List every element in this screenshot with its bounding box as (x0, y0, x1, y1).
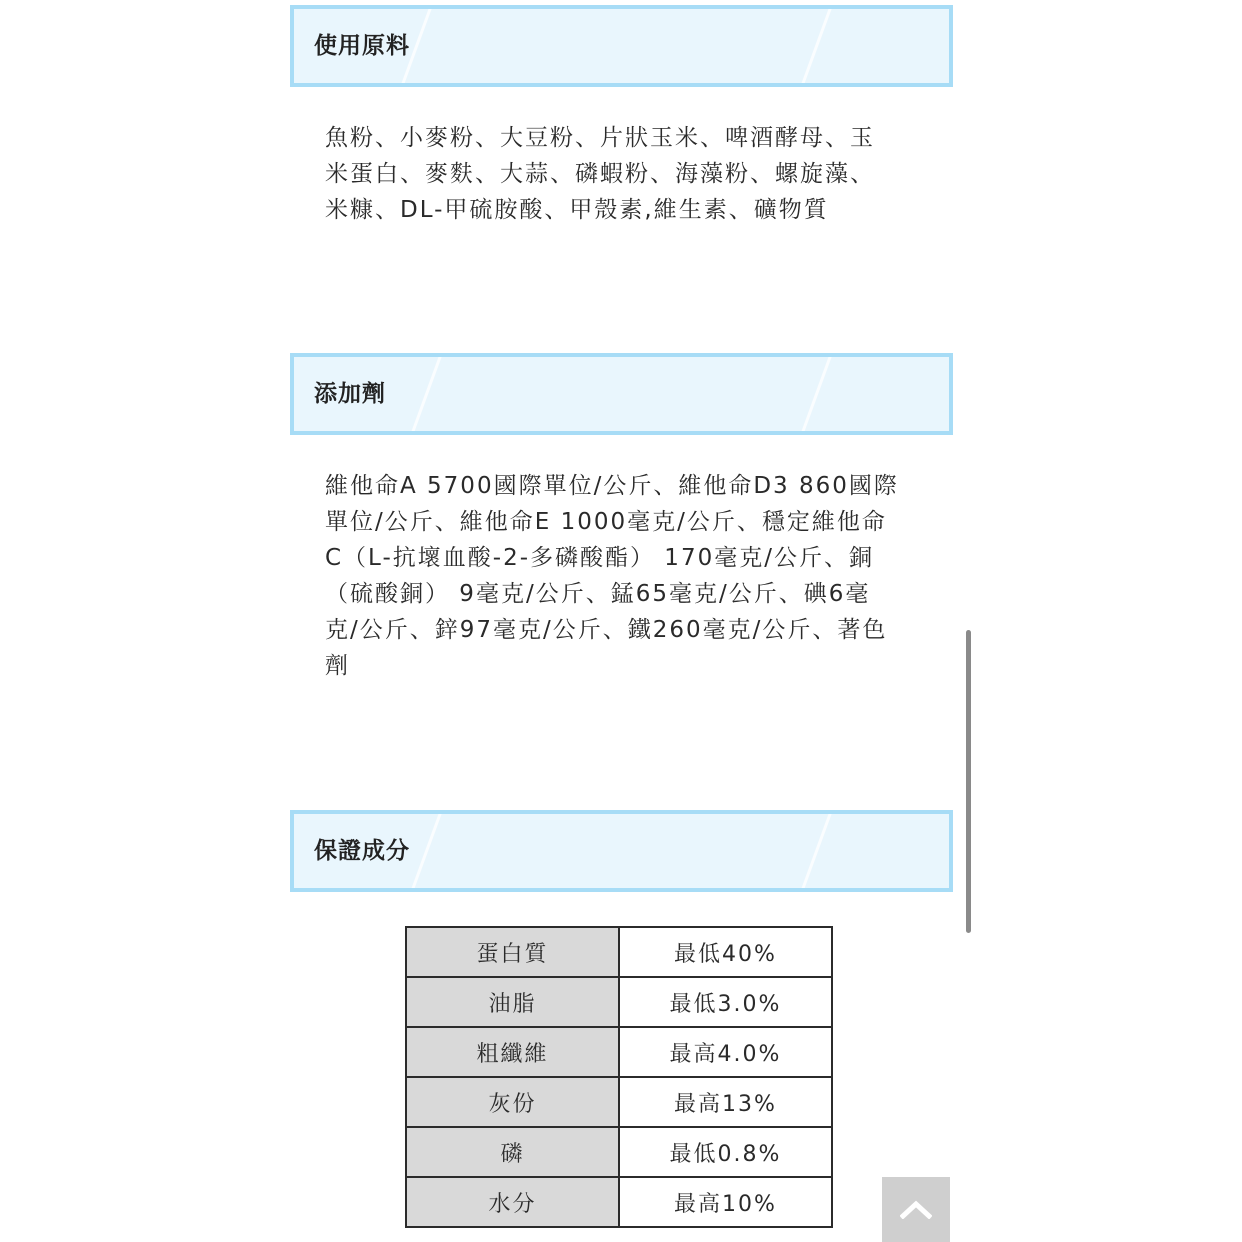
section-header-ingredients (290, 5, 953, 87)
ingredients-line: 魚粉、小麥粉、大豆粉、片狀玉米、啤酒酵母、玉 (325, 125, 875, 151)
table-cell-value: 最高10% (619, 1177, 832, 1227)
section-title-ingredients: 使用原料 (314, 33, 410, 59)
additives-line: C（L-抗壞血酸-2-多磷酸酯） 170毫克/公斤、銅 (325, 545, 874, 571)
additives-line: 維他命A 5700國際單位/公斤、維他命D3 860國際 (325, 473, 899, 499)
table-cell-value: 最高4.0% (619, 1027, 832, 1077)
table-row (406, 927, 832, 977)
table-cell-name: 蛋白質 (406, 927, 619, 977)
additives-line: 劑 (325, 653, 350, 679)
table-cell-name: 磷 (406, 1127, 619, 1177)
scrollbar-thumb[interactable] (966, 630, 971, 933)
table-cell-value: 最低40% (619, 927, 832, 977)
section-title-guaranteed-analysis: 保證成分 (314, 838, 410, 864)
table-cell-value: 最低0.8% (619, 1127, 832, 1177)
table-row (406, 1027, 832, 1077)
table-cell-name: 灰份 (406, 1077, 619, 1127)
table-row (406, 1177, 832, 1227)
header-decoration (407, 353, 444, 435)
table-row (406, 977, 832, 1027)
section-header-additives (290, 353, 953, 435)
additives-line: 克/公斤、鋅97毫克/公斤、鐵260毫克/公斤、著色 (325, 617, 888, 643)
header-decoration (797, 810, 834, 892)
back-to-top-button[interactable] (882, 1177, 950, 1242)
header-decoration (407, 810, 444, 892)
table-cell-value: 最高13% (619, 1077, 832, 1127)
table-cell-value: 最低3.0% (619, 977, 832, 1027)
chevron-up-icon (900, 1199, 932, 1219)
ingredients-line: 米糠、DL-甲硫胺酸、甲殼素,維生素、礦物質 (325, 197, 829, 223)
table-cell-name: 粗纖維 (406, 1027, 619, 1077)
table-cell-name: 油脂 (406, 977, 619, 1027)
additives-line: （硫酸銅） 9毫克/公斤、錳65毫克/公斤、碘6毫 (325, 581, 871, 607)
table-cell-name: 水分 (406, 1177, 619, 1227)
additives-line: 單位/公斤、維他命E 1000毫克/公斤、穩定維他命 (325, 509, 887, 535)
section-title-additives: 添加劑 (314, 381, 386, 407)
table-row (406, 1077, 832, 1127)
table-row (406, 1127, 832, 1177)
header-decoration (797, 5, 834, 87)
section-header-guaranteed-analysis (290, 810, 953, 892)
ingredients-text (325, 120, 925, 228)
guaranteed-analysis-table (405, 926, 833, 1228)
ingredients-line: 米蛋白、麥麩、大蒜、磷蝦粉、海藻粉、螺旋藻、 (325, 161, 875, 187)
additives-text (325, 468, 925, 684)
header-decoration (797, 353, 834, 435)
